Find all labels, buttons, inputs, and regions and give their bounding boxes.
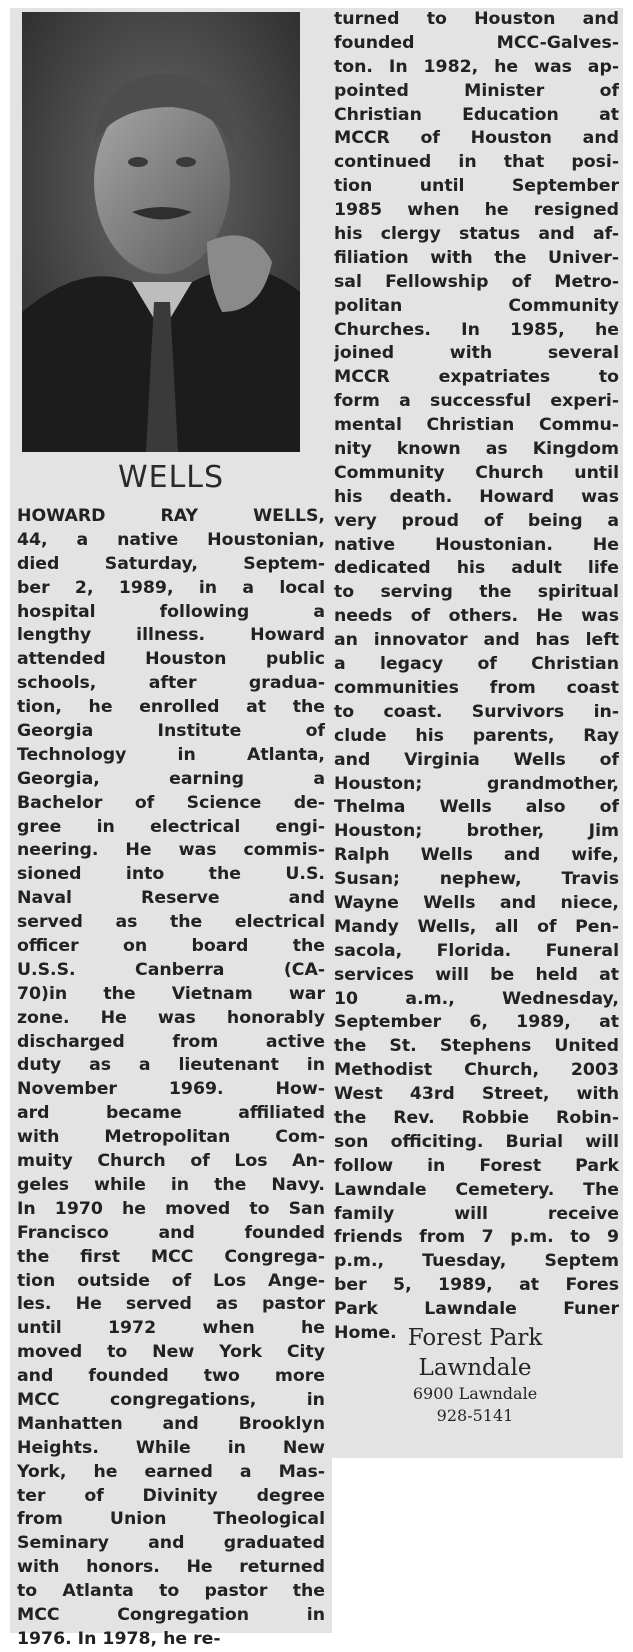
text-line: York, he earned a Mas-: [17, 1461, 325, 1482]
text-line: discharged from active: [17, 1031, 325, 1052]
text-line: Lawndale Cemetery. The: [334, 1179, 619, 1200]
text-line: MCCR of Houston and: [334, 128, 619, 149]
text-line: Georgia, earning a: [17, 768, 325, 789]
text-line: until 1972 when he: [17, 1318, 325, 1339]
obituary-right-column: [327, 8, 623, 1458]
text-line: sal Fellowship of Metro-: [334, 271, 619, 292]
obituary-body-right: [334, 8, 619, 1346]
text-line: died Saturday, Septem-: [17, 553, 325, 574]
text-line: with Metropolitan Com-: [17, 1127, 325, 1148]
text-line: the Rev. Robbie Robin-: [334, 1107, 619, 1128]
text-line: continued in that posi-: [334, 152, 619, 173]
funeral-home-ad: [327, 1323, 623, 1427]
text-line: lengthy illness. Howard: [17, 625, 325, 646]
text-line: family will receive: [334, 1203, 619, 1224]
text-line: 1985 when he resigned: [334, 200, 619, 221]
text-line: filiation with the Univer-: [334, 247, 619, 268]
text-line: West 43rd Street, with: [334, 1084, 619, 1105]
text-line: schools, after gradua-: [17, 673, 325, 694]
text-line: Churches. In 1985, he: [334, 319, 619, 340]
text-line: his clergy status and af-: [334, 224, 619, 245]
text-line: tion until September: [334, 176, 619, 197]
text-line: Thelma Wells also of: [334, 797, 619, 818]
text-line: 70)in the Vietnam war: [17, 983, 325, 1004]
text-line: Community Church until: [334, 462, 619, 483]
text-line: pointed Minister of: [334, 80, 619, 101]
funeral-home-address: 6900 Lawndale: [412, 1384, 538, 1403]
text-line: HOWARD RAY WELLS,: [17, 506, 325, 526]
text-line: Susan; nephew, Travis: [334, 869, 619, 890]
text-line: Christian Education at: [334, 104, 619, 125]
text-line: sacola, Florida. Funeral: [334, 940, 619, 961]
text-line: ard became affiliated: [17, 1103, 325, 1124]
text-line: Wayne Wells and niece,: [334, 892, 619, 913]
text-line: to serving the spiritual: [334, 582, 619, 603]
text-line: Georgia Institute of: [17, 721, 325, 742]
text-line: son officiting. Burial will: [334, 1131, 619, 1152]
text-line: moved to New York City: [17, 1342, 325, 1363]
text-line: to Atlanta to pastor the: [17, 1581, 325, 1602]
text-line: the St. Stephens United: [334, 1036, 619, 1057]
portrait-image: [22, 12, 300, 452]
text-line: 44, a native Houstonian,: [17, 529, 325, 550]
text-line: Francisco and founded: [17, 1222, 325, 1243]
text-line: tion outside of Los Ange-: [17, 1270, 325, 1291]
text-line: native Houstonian. He: [334, 534, 619, 555]
text-line: Technology in Atlanta,: [17, 744, 325, 765]
text-line: neering. He was commis-: [17, 840, 325, 861]
text-line: zone. He was honorably: [17, 1007, 325, 1028]
funeral-home-name-line1: Forest Park: [407, 1325, 543, 1351]
text-line: Methodist Church, 2003: [334, 1060, 619, 1081]
text-line: dedicated his adult life: [334, 558, 619, 579]
text-line: nity known as Kingdom: [334, 439, 619, 460]
text-line: tion, he enrolled at the: [17, 697, 325, 718]
text-line: Houston; brother, Jim: [334, 821, 619, 842]
text-line: communities from coast: [334, 677, 619, 698]
text-line: gree in electrical engi-: [17, 816, 325, 837]
text-line: Houston; grandmother,: [334, 773, 619, 794]
text-line: a legacy of Christian: [334, 654, 619, 675]
text-line: very proud of being a: [334, 510, 619, 531]
text-line: 1976. In 1978, he re-: [17, 1628, 221, 1649]
text-line: In 1970 he moved to San: [17, 1198, 325, 1219]
text-line: MCCR expatriates to: [334, 367, 619, 388]
text-line: Naval Reserve and: [17, 888, 325, 909]
text-line: to coast. Survivors in-: [334, 701, 619, 722]
text-line: ber 2, 1989, in a local: [17, 577, 325, 598]
text-line: clude his parents, Ray: [334, 725, 619, 746]
text-line: officer on board the: [17, 936, 325, 957]
text-line: muity Church of Los An-: [17, 1151, 325, 1172]
text-line: and founded two more: [17, 1366, 325, 1387]
text-line: U.S.S. Canberra (CA-: [17, 959, 325, 980]
text-line: follow in Forest Park: [334, 1155, 619, 1176]
text-line: Park Lawndale Funer: [334, 1299, 619, 1320]
text-line: Bachelor of Science de-: [17, 792, 325, 813]
text-line: from Union Theological: [17, 1509, 325, 1530]
text-line: Home.: [334, 1322, 397, 1343]
text-line: attended Houston public: [17, 649, 325, 670]
text-line: founded MCC-Galves-: [334, 32, 619, 53]
text-line: hospital following a: [17, 601, 325, 622]
text-line: needs of others. He was: [334, 606, 619, 627]
text-line: turned to Houston and: [334, 9, 619, 29]
text-line: November 1969. How-: [17, 1079, 325, 1100]
text-line: ter of Divinity degree: [17, 1485, 325, 1506]
text-line: mental Christian Commu-: [334, 415, 619, 436]
text-line: ber 5, 1989, at Fores: [334, 1275, 619, 1296]
text-line: Seminary and graduated: [17, 1533, 325, 1554]
text-line: and Virginia Wells of: [334, 749, 619, 770]
text-line: politan Community: [334, 295, 619, 316]
text-line: form a successful experi-: [334, 391, 619, 412]
text-line: September 6, 1989, at: [334, 1012, 619, 1033]
portrait-photo: [22, 12, 300, 452]
text-line: sioned into the U.S.: [17, 864, 325, 885]
text-line: Ralph Wells and wife,: [334, 845, 619, 866]
text-line: MCC congregations, in: [17, 1389, 325, 1410]
text-line: joined with several: [334, 343, 619, 364]
text-line: p.m., Tuesday, Septem: [334, 1251, 619, 1272]
obituary-body-left: [17, 505, 325, 1652]
text-line: services will be held at: [334, 964, 619, 985]
text-line: served as the electrical: [17, 912, 325, 933]
text-line: his death. Howard was: [334, 486, 619, 507]
text-line: with honors. He returned: [17, 1557, 325, 1578]
text-line: Mandy Wells, all of Pen-: [334, 916, 619, 937]
text-line: Heights. While in New: [17, 1437, 325, 1458]
text-line: an innovator and has left: [334, 630, 619, 651]
text-line: 10 a.m., Wednesday,: [334, 988, 619, 1009]
text-line: Manhatten and Brooklyn: [17, 1413, 325, 1434]
text-line: geles while in the Navy.: [17, 1174, 325, 1195]
text-line: friends from 7 p.m. to 9: [334, 1227, 619, 1248]
text-line: ton. In 1982, he was ap-: [334, 56, 619, 77]
text-line: MCC Congregation in: [17, 1604, 325, 1625]
text-line: duty as a lieutenant in: [17, 1055, 325, 1076]
text-line: les. He served as pastor: [17, 1294, 325, 1315]
text-line: the first MCC Congrega-: [17, 1246, 325, 1267]
funeral-home-name-line2: Lawndale: [418, 1355, 532, 1381]
obituary-left-column: [10, 8, 332, 1649]
obituary-heading: WELLS: [117, 460, 225, 495]
funeral-home-phone: 928-5141: [436, 1406, 514, 1425]
